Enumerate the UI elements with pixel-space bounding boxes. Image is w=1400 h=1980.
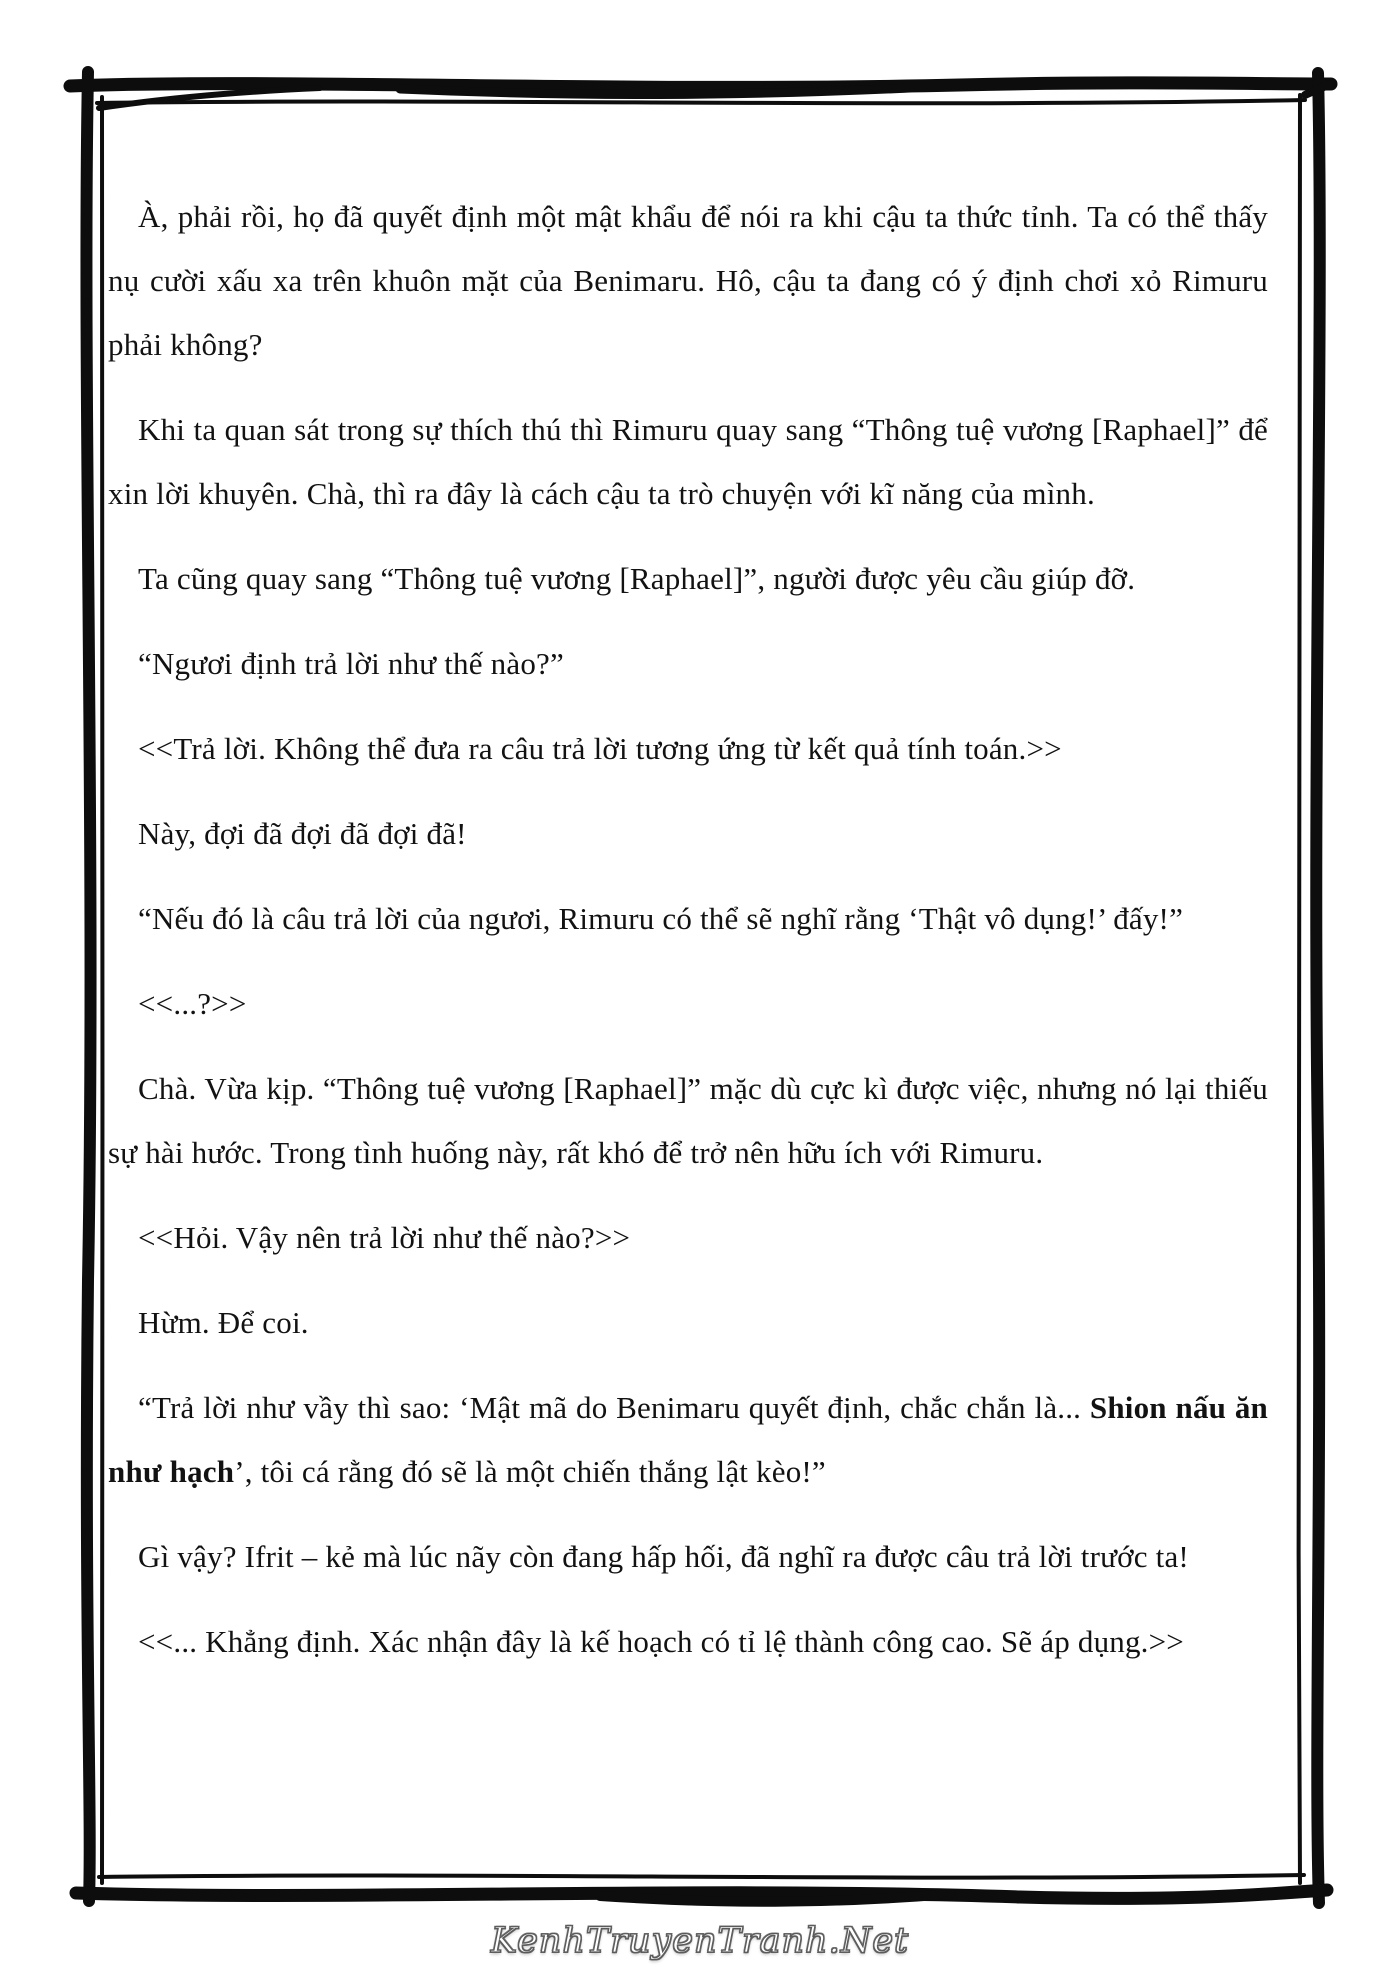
paragraph	[108, 1206, 1268, 1270]
paragraph	[108, 398, 1268, 526]
paragraph-text: <<Trả lời. Không thể đưa ra câu trả lời tương ứng từ kết quả tính toán.>>	[138, 731, 1062, 766]
paragraph	[108, 1057, 1268, 1185]
paragraph	[108, 547, 1268, 611]
paragraph-text: Gì vậy? Ifrit – kẻ mà lúc nãy còn đang hấp hối, đã nghĩ ra được câu trả lời trước ta!	[138, 1539, 1189, 1574]
paragraph	[108, 972, 1268, 1036]
paragraph-text: Chà. Vừa kịp. “Thông tuệ vương [Raphael]” mặc dù cực kì được việc, nhưng nó lại thiếu sự hài hước. Trong tình huống này, rất khó để trở nên hữu ích với Rimuru.	[108, 1071, 1268, 1170]
paragraph-text: Này, đợi đã đợi đã đợi đã!	[138, 816, 467, 851]
paragraph	[108, 1525, 1268, 1589]
paragraph-text: Hừm. Để coi.	[138, 1305, 309, 1340]
paragraph-text: Khi ta quan sát trong sự thích thú thì Rimuru quay sang “Thông tuệ vương [Raphael]” để xin lời khuyên. Chà, thì ra đây là cách cậu ta trò chuyện với kĩ năng của mình.	[108, 412, 1268, 511]
paragraph	[108, 717, 1268, 781]
paragraph-text: “Ngươi định trả lời như thế nào?”	[138, 646, 564, 681]
paragraph-text: À, phải rồi, họ đã quyết định một mật khẩu để nói ra khi cậu ta thức tỉnh. Ta có thể thấy nụ cười xấu xa trên khuôn mặt của Benimaru. Hô, cậu ta đang có ý định chơi xỏ Rimuru phải không?	[108, 199, 1268, 362]
paragraph-bold-text: Shion nấu ăn như hạch	[108, 1390, 1269, 1489]
paragraph-text: ’, tôi cá rằng đó sẽ là một chiến thắng lật kèo!”	[234, 1454, 826, 1489]
page-text	[108, 185, 1268, 1695]
paragraph-text: “Trả lời như vầy thì sao: ‘Mật mã do Benimaru quyết định, chắc chắn là...	[138, 1390, 1090, 1425]
watermark-text: KenhTruyenTranh.Net	[490, 1921, 910, 1961]
paragraph	[108, 185, 1268, 377]
paragraph-text: <<Hỏi. Vậy nên trả lời như thế nào?>>	[138, 1220, 631, 1255]
paragraph	[108, 1610, 1268, 1674]
paragraph-text: <<... Khẳng định. Xác nhận đây là kế hoạch có tỉ lệ thành công cao. Sẽ áp dụng.>>	[138, 1624, 1184, 1659]
paragraph	[108, 1376, 1268, 1504]
paragraph	[108, 802, 1268, 866]
paragraph-text: “Nếu đó là câu trả lời của ngươi, Rimuru có thể sẽ nghĩ rằng ‘Thật vô dụng!’ đấy!”	[138, 901, 1184, 936]
paragraph	[108, 632, 1268, 696]
paragraph	[108, 887, 1268, 951]
paragraph-text: Ta cũng quay sang “Thông tuệ vương [Raphael]”, người được yêu cầu giúp đỡ.	[138, 561, 1136, 596]
paragraph	[108, 1291, 1268, 1355]
paragraph-text: <<...?>>	[138, 986, 247, 1021]
